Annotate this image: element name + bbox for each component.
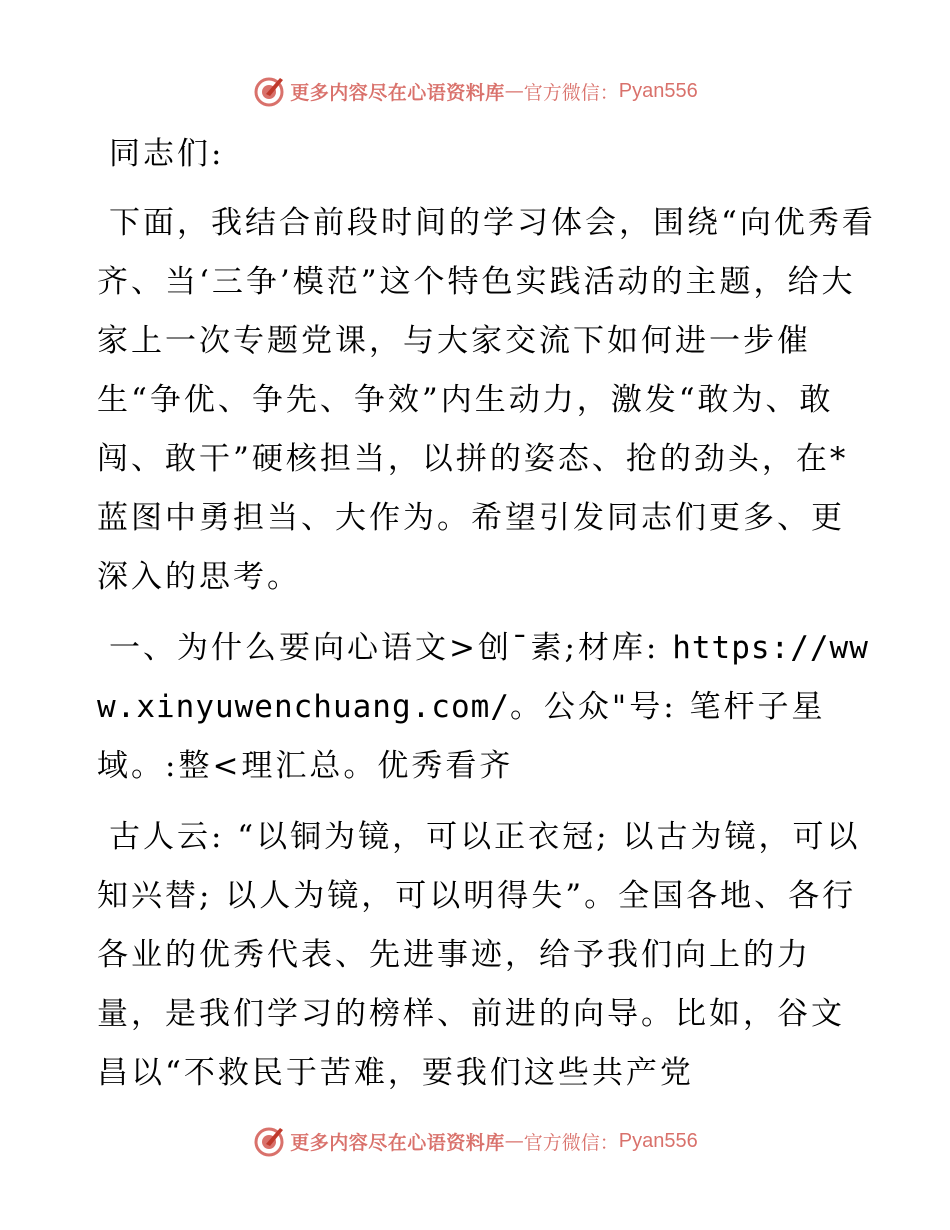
paragraph-ancient-saying: 古人云: “以铜为镜，可以正衣冠; 以古为镜，可以知兴替; 以人为镜，可以明得失”。全国各地、各行各业的优秀代表、先进事迹，给予我们向上的力量，是我们学习的榜样、前进的向导。比如，谷文昌以“不救民于苦难，要我们这些共产党 <box>97 819 861 1091</box>
banner-main-text: 更多内容尽在心语资料库 <box>290 81 505 104</box>
quill-seal-icon <box>252 74 286 108</box>
banner-wechat-id: Pyan556 <box>618 79 698 102</box>
heading-text-part1: 一、为什么要向心语文>创¯素;材库: <box>109 630 673 666</box>
header-banner <box>0 69 950 113</box>
heading-text-part2: 。公众"号: 笔杆子星域。:整<理汇总。优秀看齐 <box>97 689 826 784</box>
banner-dash: — <box>504 80 524 102</box>
salutation: 同志们: <box>109 136 225 172</box>
footer-banner <box>0 1119 950 1163</box>
banner-dash: — <box>504 1130 524 1152</box>
banner-main-text: 更多内容尽在心语资料库 <box>290 1131 505 1154</box>
paragraph-intro: 下面，我结合前段时间的学习体会，围绕“向优秀看齐、当‘三争’模范”这个特色实践活动的主题，给大家上一次专题党课，与大家交流下如何进一步催生“争优、争先、争效”内生动力，激发“敢为、敢闯、敢干”硬核担当，以拼的姿态、抢的劲头，在*蓝图中勇担当、大作为。希望引发同志们更多、更深入的思考。 <box>97 205 876 595</box>
banner-wechat-id: Pyan556 <box>618 1129 698 1152</box>
document-body <box>97 125 877 1115</box>
banner-wechat-label: 官方微信： <box>523 1131 619 1154</box>
heading-url: https://www.xinyuwenchuang.com/ <box>97 630 869 725</box>
quill-seal-icon <box>252 1124 286 1158</box>
banner-wechat-label: 官方微信： <box>523 81 619 104</box>
section-heading-1 <box>97 619 877 796</box>
